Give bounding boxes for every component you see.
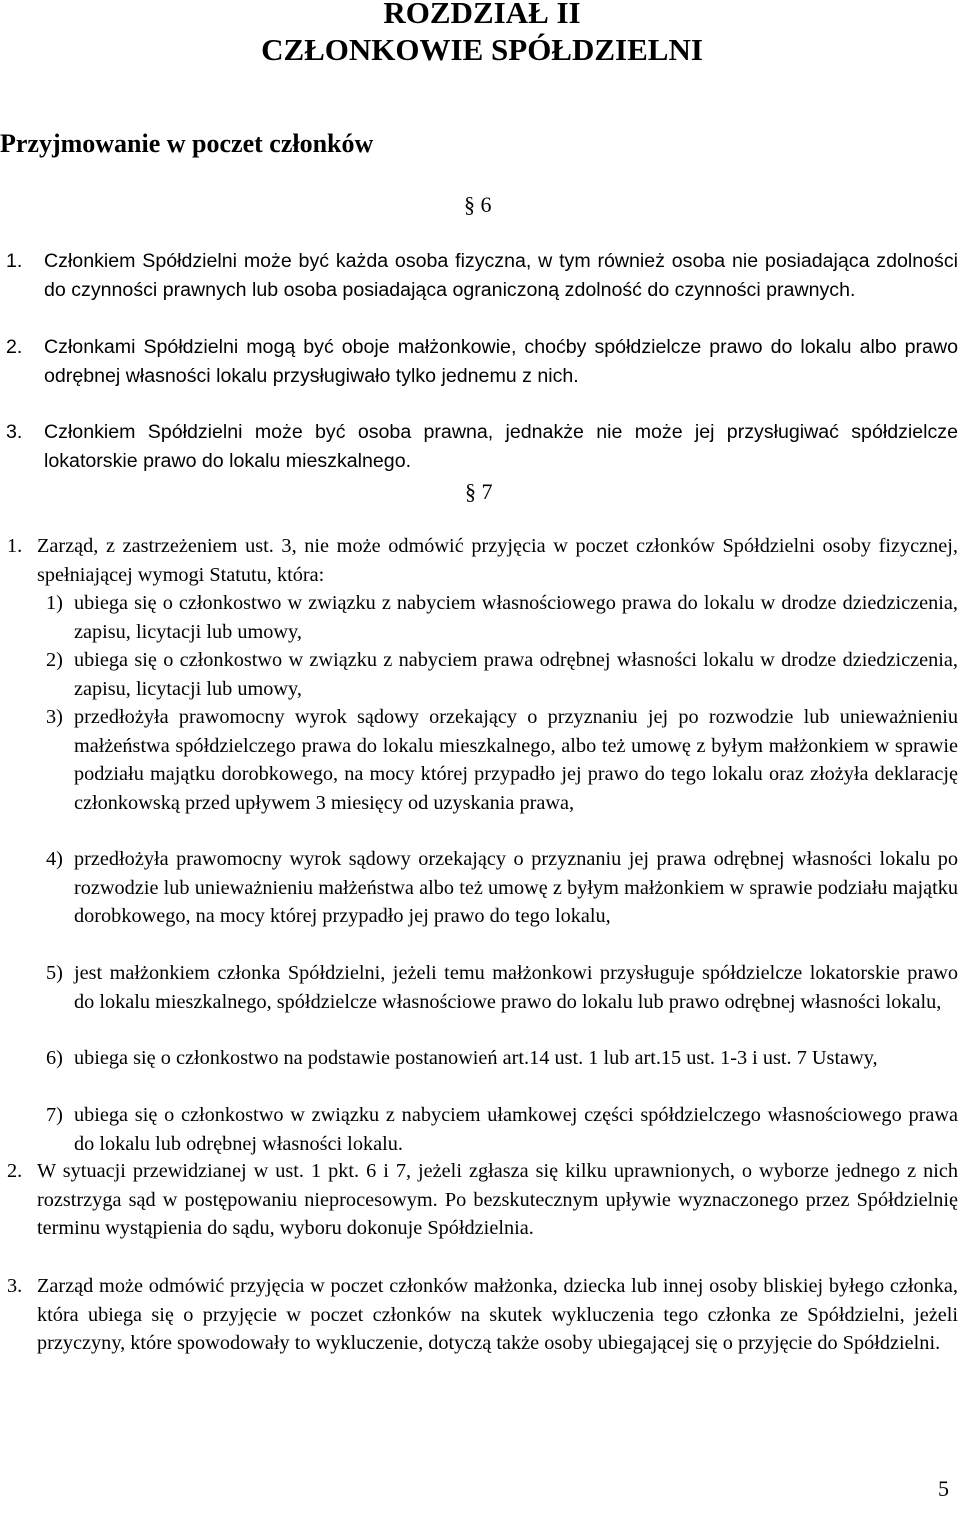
- subitem-number: 4): [46, 848, 63, 870]
- item-number: 2.: [6, 336, 23, 358]
- paragraph-7-subitem-3: [46, 703, 958, 817]
- item-number: 2.: [7, 1160, 23, 1182]
- paragraph-6-item-3: [6, 418, 958, 475]
- subitem-number: 6): [46, 1047, 63, 1069]
- subitem-text: ubiega się o członkostwo w związku z nabyciem ułamkowej części spółdzielczego własnościowego prawa do lokalu lub odrębnej własności lokalu.: [74, 1104, 958, 1155]
- subitem-number: 5): [46, 962, 63, 984]
- paragraph-7-subitem-2: [46, 646, 958, 703]
- item-text: Członkami Spółdzielni mogą być oboje małżonkowie, choćby spółdzielcze prawo do lokalu albo prawo odrębnej własności lokalu przysługiwało tylko jednemu z nich.: [44, 336, 958, 387]
- subitem-text: ubiega się o członkostwo w związku z nabyciem własnościowego prawa do lokalu w drodze dziedziczenia, zapisu, licytacji lub umowy,: [74, 592, 958, 643]
- item-number: 1.: [6, 250, 23, 272]
- item-number: 3.: [6, 421, 23, 443]
- section-heading: Przyjmowanie w poczet członków: [0, 129, 374, 158]
- subitem-number: 3): [46, 706, 63, 728]
- paragraph-7-subitem-5: [46, 959, 958, 1016]
- page-number: 5: [938, 1476, 949, 1501]
- paragraph-7-item-2: [7, 1157, 958, 1243]
- item-text: Członkiem Spółdzielni może być osoba prawna, jednakże nie może jej przysługiwać spółdzielcze lokatorskie prawo do lokalu mieszkalnego.: [44, 421, 958, 472]
- item-text: Członkiem Spółdzielni może być każda osoba fizyczna, w tym również osoba nie posiadająca zdolności do czynności prawnych lub osoba posiadająca ograniczoną zdolność do czynności prawnych.: [44, 250, 958, 301]
- item-number: 3.: [7, 1275, 23, 1297]
- paragraph-7-item-1: [7, 532, 958, 589]
- subitem-text: ubiega się o członkostwo w związku z nabyciem prawa odrębnej własności lokalu w drodze dziedziczenia, zapisu, licytacji lub umowy,: [74, 649, 958, 700]
- subitem-text: jest małżonkiem członka Spółdzielni, jeżeli temu małżonkowi przysługuje spółdzielcze lokatorskie prawo do lokalu mieszkalnego, spółdzielcze własnościowe prawo do lokalu lub prawo odrębnej własności lokalu,: [74, 962, 958, 1013]
- paragraph-6-item-1: [6, 247, 958, 304]
- chapter-title: CZŁONKOWIE SPÓŁDZIELNI: [261, 32, 703, 67]
- paragraph-7-subitem-7: [46, 1101, 958, 1158]
- subitem-text: przedłożyła prawomocny wyrok sądowy orzekający o przyznaniu jej po rozwodzie lub unieważnieniu małżeństwa spółdzielczego prawa do lokalu mieszkalnego, albo też umowę z byłym małżonkiem w sprawie podziału majątku dorobkowego, na mocy której przypadło jej prawo do tego lokalu oraz złożyła deklarację członkowską przed upływem 3 miesięcy od uzyskania prawa,: [74, 706, 958, 814]
- paragraph-7-subitem-6: [46, 1044, 958, 1073]
- chapter-number: ROZDZIAŁ II: [383, 0, 581, 30]
- subitem-number: 7): [46, 1104, 63, 1126]
- paragraph-6-mark: § 6: [464, 192, 492, 217]
- subitem-number: 1): [46, 592, 63, 614]
- subitem-text: ubiega się o członkostwo na podstawie postanowień art.14 ust. 1 lub art.15 ust. 1-3 i ust. 7 Ustawy,: [74, 1047, 878, 1069]
- subitem-text: przedłożyła prawomocny wyrok sądowy orzekający o przyznaniu jej prawa odrębnej własności lokalu po rozwodzie lub unieważnieniu małżeństwa albo też umowę z byłym małżonkiem w sprawie podziału majątku dorobkowego, na mocy której przypadło jej prawo do tego lokalu,: [74, 848, 958, 927]
- paragraph-7-subitem-4: [46, 845, 958, 931]
- paragraph-7-item-3: [7, 1272, 958, 1358]
- item-number: 1.: [7, 535, 23, 557]
- subitem-number: 2): [46, 649, 63, 671]
- item-text: Zarząd, z zastrzeżeniem ust. 3, nie może odmówić przyjęcia w poczet członków Spółdzielni osoby fizycznej, spełniającej wymogi Statutu, która:: [37, 535, 958, 586]
- item-text: W sytuacji przewidzianej w ust. 1 pkt. 6 i 7, jeżeli zgłasza się kilku uprawnionych, o wyborze jednego z nich rozstrzyga sąd w postępowaniu nieprocesowym. Po bezskutecznym upływie wyznaczonego przez Spółdzielnię terminu wystąpienia do sądu, wyboru dokonuje Spółdzielnia.: [37, 1160, 958, 1239]
- paragraph-7-subitem-1: [46, 589, 958, 646]
- paragraph-6-item-2: [6, 333, 958, 390]
- paragraph-7-mark: § 7: [465, 479, 493, 504]
- item-text: Zarząd może odmówić przyjęcia w poczet członków małżonka, dziecka lub innej osoby bliskiej byłego członka, która ubiega się o przyjęcie w poczet członków na skutek wykluczenia tego członka ze Spółdzielni, jeżeli przyczyny, które spowodowały to wykluczenie, dotyczą także osoby ubiegającej się o przyjęcie do Spółdzielni.: [37, 1275, 958, 1354]
